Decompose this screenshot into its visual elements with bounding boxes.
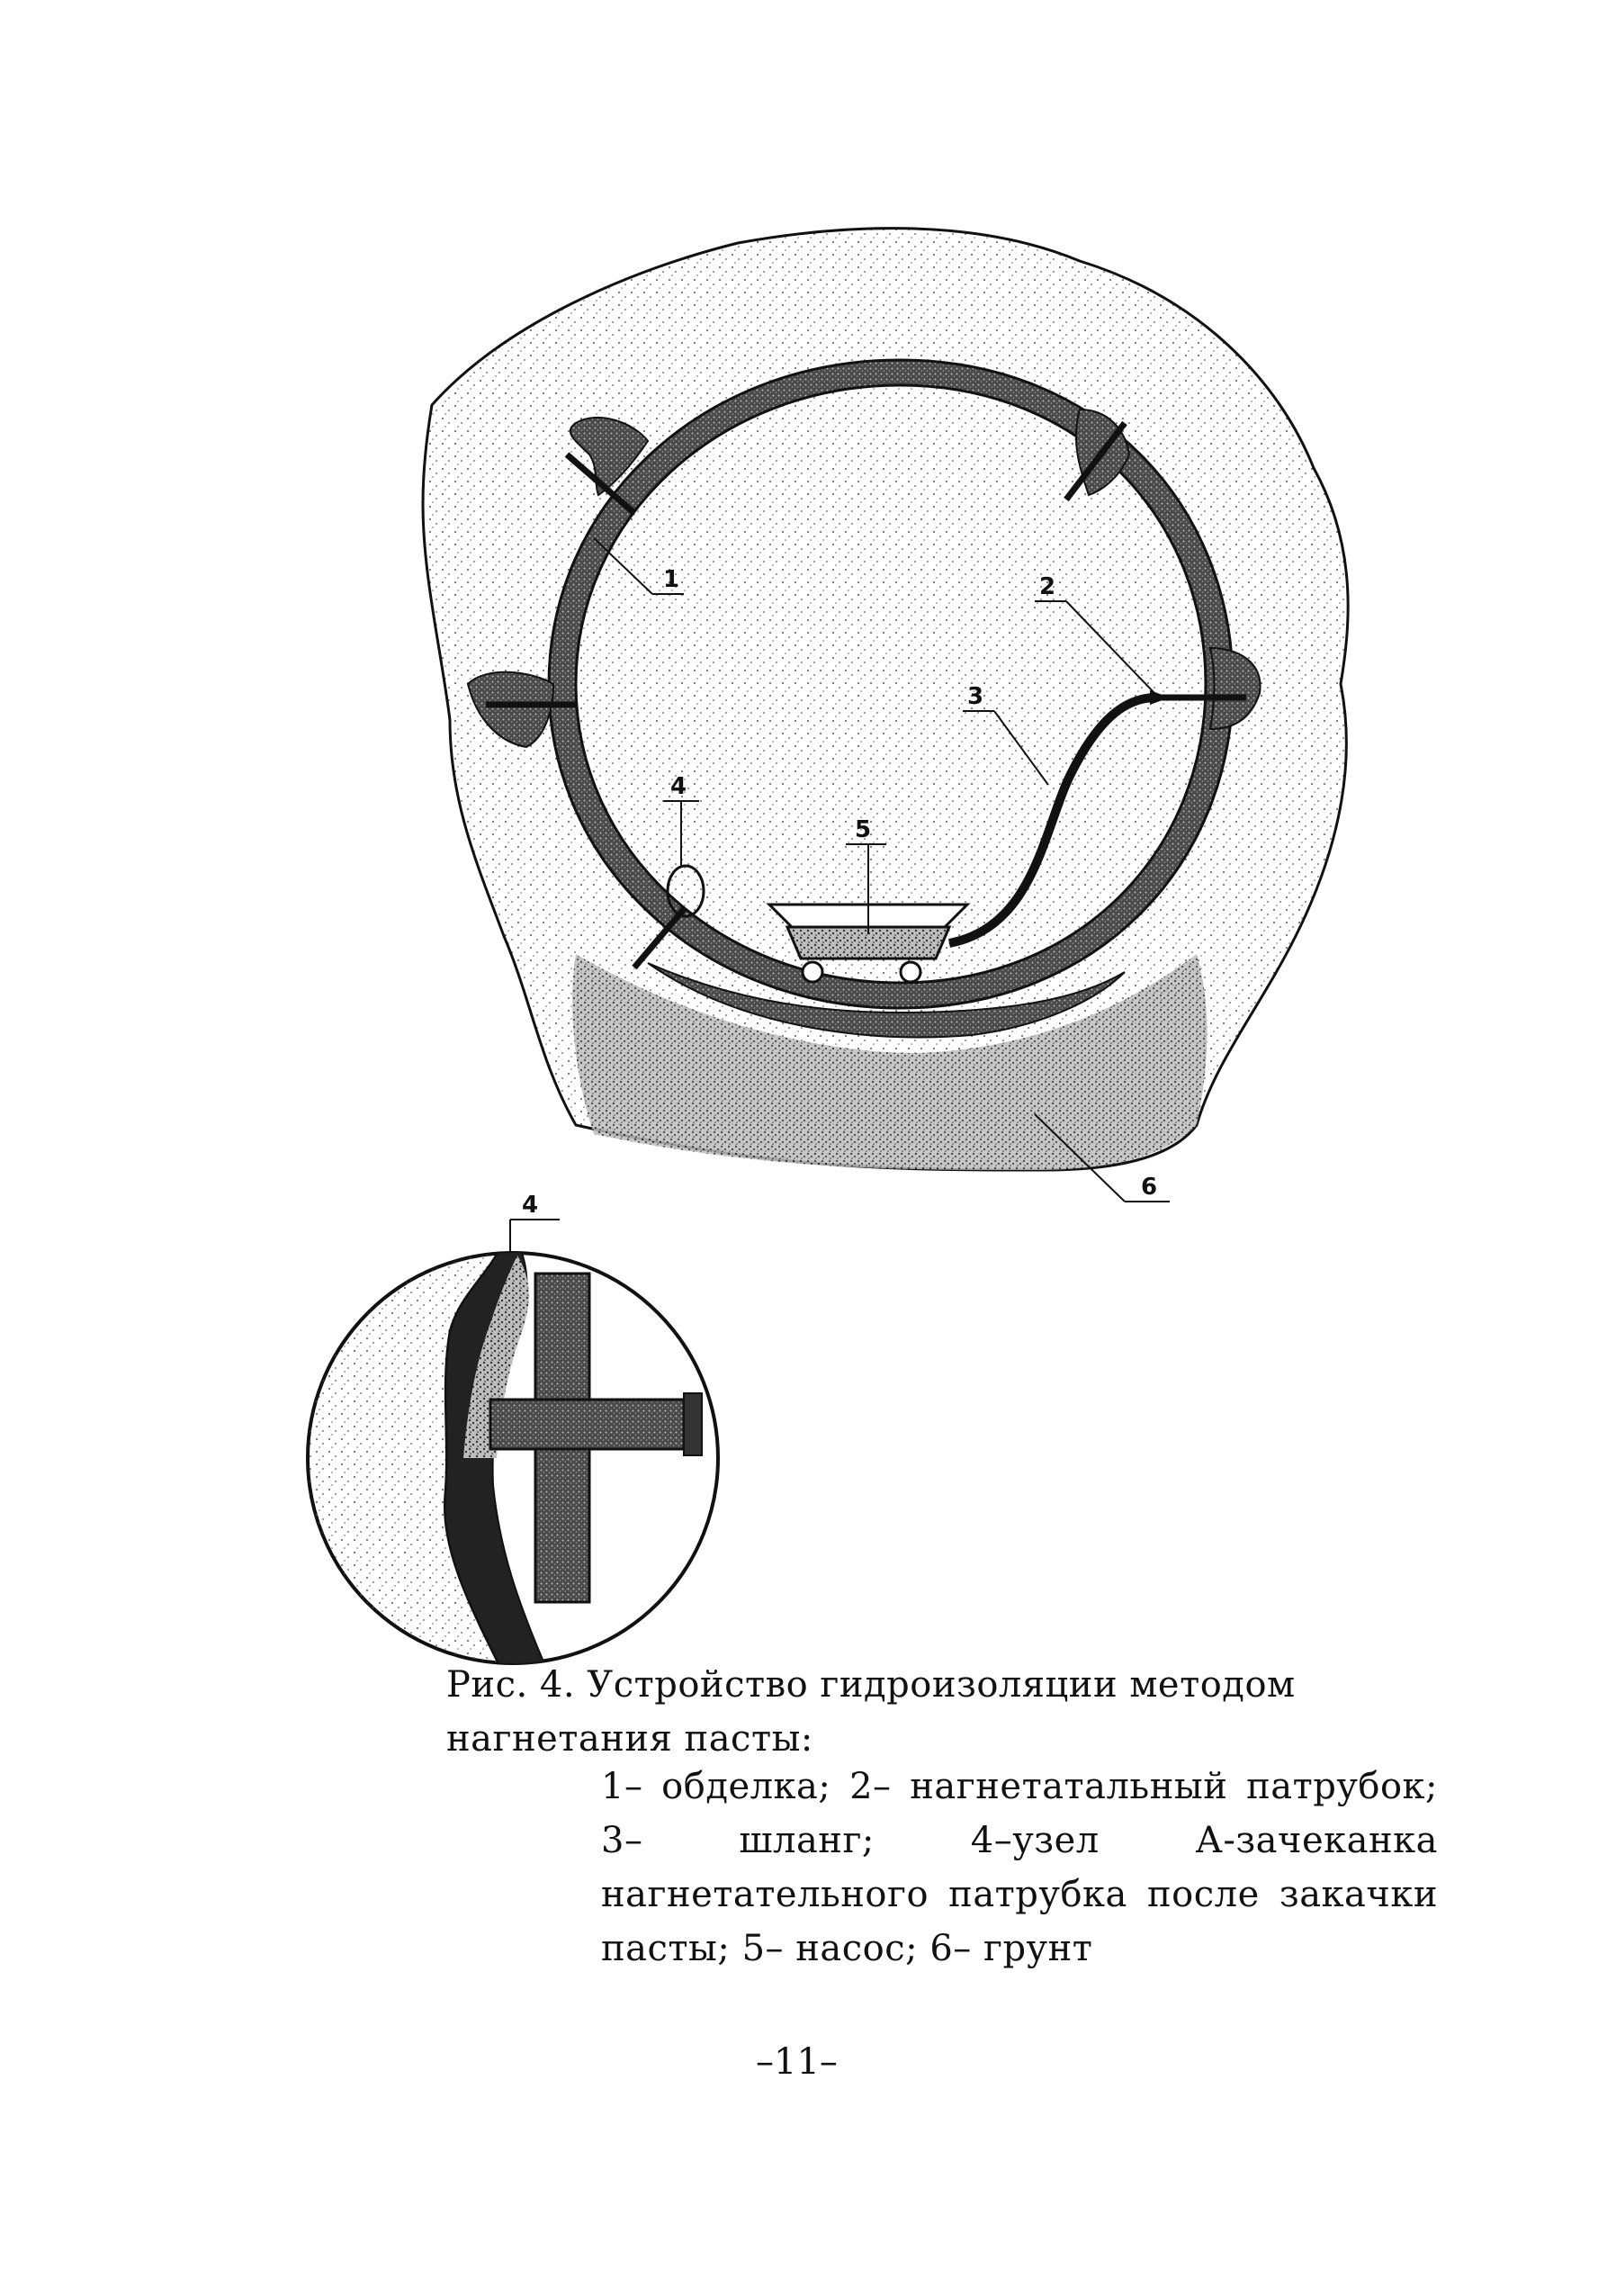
figure-caption-title: Рис. 4. Устройство гидроизоляции методом нагнетания пасты: (446, 1664, 1296, 1760)
label-5: 5 (855, 816, 872, 843)
label-inset-4: 4 (522, 1192, 539, 1219)
inset-node-a (306, 1192, 718, 1674)
label-2: 2 (1039, 573, 1056, 600)
figure-caption-legend: 1– обделка; 2– нагнетатальный патрубок; 3– шланг; 4–узел А-зачеканка нагнетательного патрубка после закачки пасты; 5– насос; 6– грунт (601, 1766, 1438, 1969)
page-number: –11– (756, 2041, 838, 2083)
label-1: 1 (663, 566, 680, 593)
label-6: 6 (1141, 1174, 1158, 1201)
label-3: 3 (967, 683, 984, 710)
label-4: 4 (670, 773, 687, 800)
